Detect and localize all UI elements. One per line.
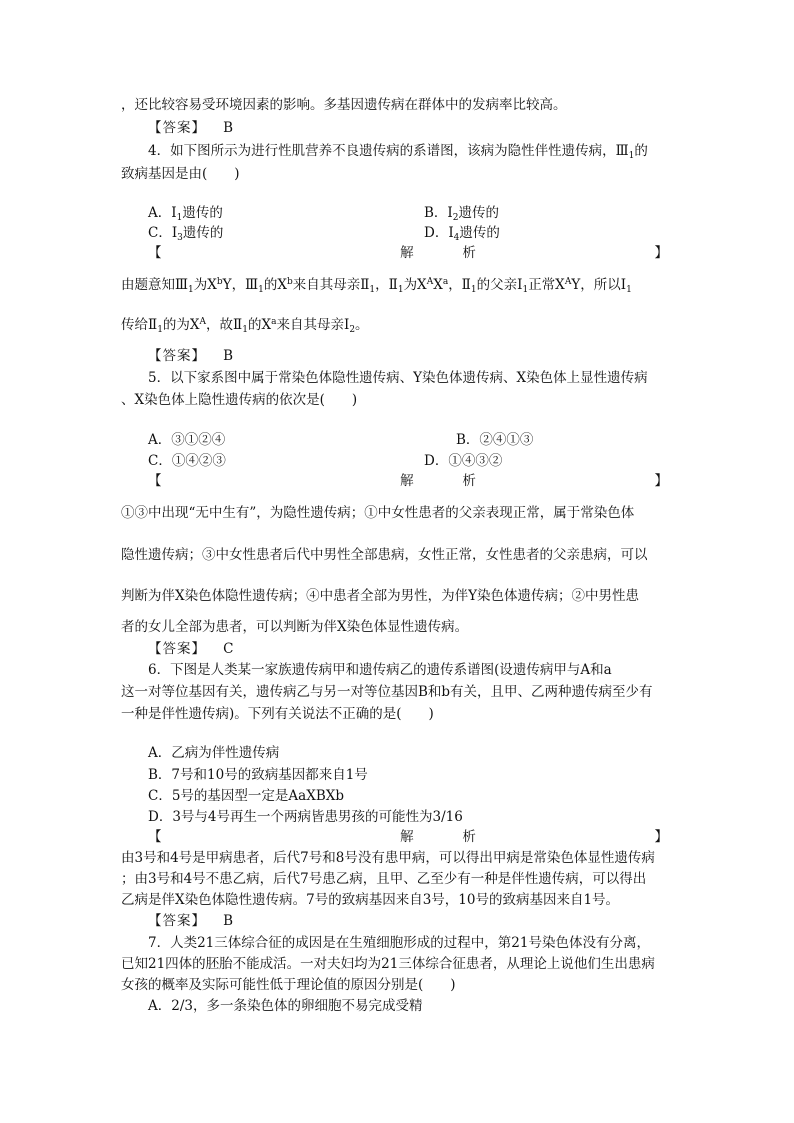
q4-option-b: B．$Ⅰ_2$遗传的 xyxy=(424,205,499,223)
q6-option-d: D．3号与4号再生一个两病皆患男孩的可能性为3/16 xyxy=(148,809,463,825)
q5-option-b: B．②④①③ xyxy=(456,432,534,448)
q4-option-d: D．$Ⅰ_4$遗传的 xyxy=(424,225,500,243)
q4-explanation-line1: 由题意知$Ⅲ_1$为$X^bY$，$Ⅲ_1$的$X^b$来自其母亲$Ⅱ_1$，$Ⅱ_1$为$X^AX^a$，$Ⅱ_1$的父亲$Ⅰ_1$正常$X^AY$，所以$Ⅰ_1$ xyxy=(121,277,632,295)
q6-stem-line3: 一种是伴性遗传病)。下列有关说法不正确的是( ) xyxy=(121,706,434,722)
q4-jiexi-heading: 【 解 析 】 xyxy=(148,245,668,261)
intro-line: ，还比较容易受环境因素的影响。多基因遗传病在群体中的发病率比较高。 xyxy=(121,97,567,113)
q4-option-c: C．$Ⅰ_3$遗传的 xyxy=(148,225,224,243)
q6-answer-line: 【答案】 B xyxy=(148,913,234,929)
q5-explanation-line1: ①③中出现“无中生有”，为隐性遗传病；①中女性患者的父亲表现正常，属于常染色体 xyxy=(121,505,635,521)
q5-option-a: A．③①②④ xyxy=(148,432,226,448)
q6-stem-line1: 6．下图是人类某一家族遗传病甲和遗传病乙的遗传系谱图(设遗传病甲与A和a xyxy=(148,662,612,678)
answer-label: 【答案】 xyxy=(148,120,206,136)
q6-explanation-line2: ；由3号和4号不患乙病，后代7号患乙病，且甲、乙至少有一种是伴性遗传病，可以得出 xyxy=(121,871,647,887)
q5-jiexi-heading: 【 解 析 】 xyxy=(148,473,668,489)
q4-option-a: A．$Ⅰ_1$遗传的 xyxy=(148,205,223,223)
q4-stem-line1: 4．如下图所示为进行性肌营养不良遗传病的系谱图，该病为隐性伴性遗传病，$Ⅲ_1$的 xyxy=(148,143,648,161)
q7-stem-line1: 7．人类21三体综合征的成因是在生殖细胞形成的过程中，第21号染色体没有分离， xyxy=(148,935,650,951)
q4-explanation-line2: 传给$Ⅱ_1$的为$X^A$，故$Ⅱ_1$的$X^a$来自其母亲$Ⅰ_2$。 xyxy=(121,317,369,335)
q5-explanation-line2: 隐性遗传病；③中女性患者后代中男性全部患病，女性正常，女性患者的父亲患病，可以 xyxy=(121,547,648,563)
q5-explanation-line4: 者的女儿全部为患者，可以判断为伴X染色体显性遗传病。 xyxy=(121,619,469,635)
q5-option-c: C．①④②③ xyxy=(148,453,226,469)
q6-jiexi-heading: 【 解 析 】 xyxy=(148,829,668,845)
q6-option-c: C．5号的基因型一定是AaXBXb xyxy=(148,788,345,804)
q5-answer-line: 【答案】 C xyxy=(148,641,234,657)
q7-stem-line3: 女孩的概率及实际可能性低于理论值的原因分别是( ) xyxy=(121,977,456,993)
q3-answer-line xyxy=(148,119,233,137)
q6-option-b: B．7号和10号的致病基因都来自1号 xyxy=(148,767,368,783)
q6-explanation-line1: 由3号和4号是甲病患者，后代7号和8号没有患甲病，可以得出甲病是常染色体显性遗传病 xyxy=(121,850,655,866)
q7-option-a: A．2/3，多一条染色体的卵细胞不易完成受精 xyxy=(148,998,423,1014)
q5-explanation-line3: 判断为伴X染色体隐性遗传病；④中患者全部为男性，为伴Y染色体遗传病；②中男性患 xyxy=(121,588,640,604)
answer-value: B xyxy=(223,120,234,136)
q5-option-d: D．①④③② xyxy=(424,453,503,469)
q4-stem-line2: 致病基因是由( ) xyxy=(121,166,240,182)
q5-stem-line2: 、X染色体上隐性遗传病的依次是( ) xyxy=(121,392,358,408)
q6-option-a: A．乙病为伴性遗传病 xyxy=(148,745,280,761)
q7-stem-line2: 已知21四体的胚胎不能成活。一对夫妇均为21三体综合征患者，从理论上说他们生出患病 xyxy=(121,956,655,972)
q6-explanation-line3: 乙病是伴X染色体隐性遗传病。7号的致病基因来自3号，10号的致病基因来自1号。 xyxy=(121,892,620,908)
q5-stem-line1: 5．以下家系图中属于常染色体隐性遗传病、Y染色体遗传病、X染色体上显性遗传病 xyxy=(148,370,648,386)
q4-answer-line: 【答案】 B xyxy=(148,348,234,364)
q6-stem-line2: 这一对等位基因有关，遗传病乙与另一对等位基因B和b有关，且甲、乙两种遗传病至少有 xyxy=(121,684,653,700)
